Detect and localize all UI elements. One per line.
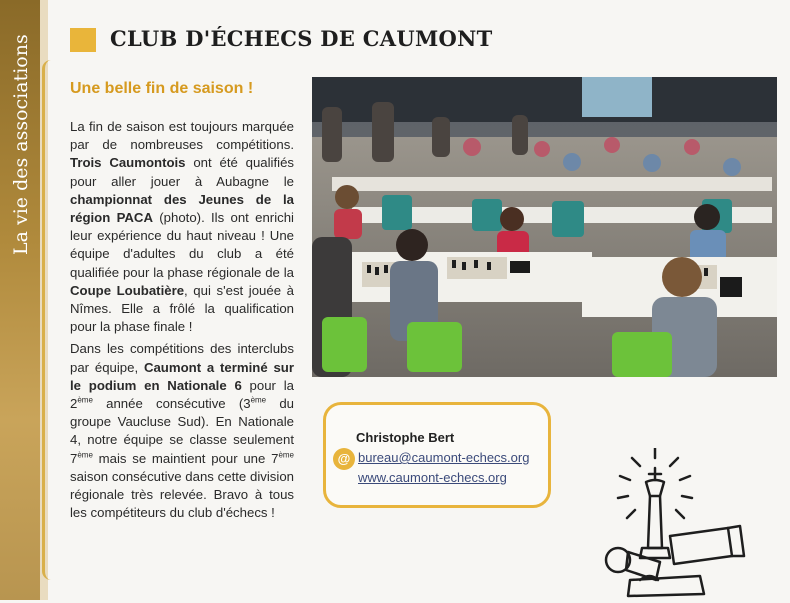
- paragraph-2: [70, 340, 294, 522]
- tournament-photo-drawing: [312, 77, 777, 377]
- superscript: ème: [77, 395, 93, 405]
- text: , qui s'est jouée à Nîmes. Elle a frôlé la qualification pour la phase finale !: [70, 282, 294, 335]
- text: du groupe Vaucluse Sud). En Nationale 4, notre équipe se classe seulement 7: [70, 396, 294, 466]
- bold-text: Coupe Loubatière: [70, 282, 185, 298]
- bold-text: Trois Caumontois: [70, 155, 186, 171]
- superscript: ème: [77, 450, 93, 460]
- article-body: [70, 118, 294, 526]
- contact-card: [323, 402, 551, 508]
- text: mais se maintient pour une 7: [92, 450, 279, 466]
- sidebar-curve: [42, 60, 51, 580]
- text: saison consécutive dans cette division régionale très relevée. Bravo à tous les compétiteurs du club d'échecs !: [70, 468, 294, 521]
- contact-website-link[interactable]: www.caumont-echecs.org: [358, 470, 507, 485]
- bold-text: Caumont a terminé sur le podium en Nationale 6: [70, 359, 294, 393]
- title-marker: [70, 28, 96, 52]
- text: pour la 2: [70, 377, 294, 412]
- text: année consécutive (3: [92, 396, 251, 412]
- text: (photo). Ils ont enrichi leur expérience du haut niveau ! Une équipe d'adultes du club a été qualifiée pour la phase régionale de la: [70, 210, 294, 280]
- page-title: CLUB D'ÉCHECS DE CAUMONT: [110, 26, 493, 51]
- at-icon: @: [333, 448, 355, 470]
- bold-text: championnat des Jeunes de la région PACA: [70, 191, 294, 226]
- chess-pieces-drawing: [600, 448, 750, 598]
- paragraph-1: [70, 118, 294, 336]
- chess-pieces-icon: [600, 448, 750, 603]
- text: La fin de saison est toujours marquée par de nombreuses compétitions.: [70, 119, 294, 153]
- section-heading: Une belle fin de saison !: [70, 80, 254, 97]
- text: Dans les compétitions des interclubs par équipe,: [70, 341, 294, 375]
- text: ont été qualifiés pour aller jouer à Aubagne le: [70, 155, 295, 189]
- contact-email-link[interactable]: bureau@caumont-echecs.org: [358, 450, 530, 465]
- superscript: ème: [250, 395, 267, 405]
- contact-name: Christophe Bert: [356, 430, 455, 445]
- tournament-photo: [312, 77, 777, 377]
- section-label: La vie des associations: [10, 34, 32, 255]
- superscript: ème: [278, 450, 294, 460]
